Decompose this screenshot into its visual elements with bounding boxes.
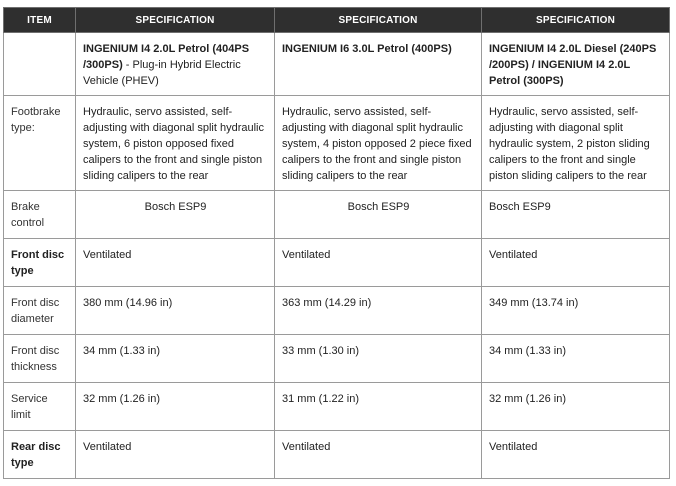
header-spec-1: SPECIFICATION — [76, 8, 275, 33]
model-cell-1 — [76, 33, 275, 96]
row-value-1: Ventilated — [76, 239, 275, 287]
model-cell-3: INGENIUM I4 2.0L Diesel (240PS /200PS) / INGENIUM I4 2.0L Petrol (300PS) — [482, 33, 670, 96]
brake-specification-table — [3, 7, 670, 479]
row-value-2: 363 mm (14.29 in) — [275, 287, 482, 335]
table-row-rear-disc-type — [4, 431, 670, 479]
row-label: Front disc thickness — [4, 335, 76, 383]
table-row-front-disc-thickness — [4, 335, 670, 383]
row-value-2: 31 mm (1.22 in) — [275, 383, 482, 431]
row-label: Front disc type — [4, 239, 76, 287]
row-value-3: 34 mm (1.33 in) — [482, 335, 670, 383]
table-row-brake-control — [4, 191, 670, 239]
row-label: Rear disc type — [4, 431, 76, 479]
row-value-3: Ventilated — [482, 239, 670, 287]
row-value-1: 34 mm (1.33 in) — [76, 335, 275, 383]
row-label: Brake control — [4, 191, 76, 239]
row-value-3: Ventilated — [482, 431, 670, 479]
row-value-1: Bosch ESP9 — [76, 191, 275, 239]
table-row-footbrake — [4, 96, 670, 191]
model-label-empty — [4, 33, 76, 96]
row-value-1: 380 mm (14.96 in) — [76, 287, 275, 335]
header-item: ITEM — [4, 8, 76, 33]
model-1-name: INGENIUM I4 2.0L Petrol (404PS /300PS) — [83, 43, 250, 71]
row-value-2: Hydraulic, servo assisted, self-adjusting with diagonal split hydraulic system, 4 piston opposed 2 piece fixed calipers to the front and single piston sliding calipers to the rear — [275, 96, 482, 191]
header-row — [4, 8, 670, 33]
table-row-front-disc-type — [4, 239, 670, 287]
header-spec-3: SPECIFICATION — [482, 8, 670, 33]
row-label: Front disc diameter — [4, 287, 76, 335]
row-value-3: Bosch ESP9 — [482, 191, 670, 239]
row-value-1: Hydraulic, servo assisted, self-adjusting with diagonal split hydraulic system, 6 piston opposed fixed calipers to the front and single piston sliding calipers to the rear — [76, 96, 275, 191]
row-value-2: Bosch ESP9 — [275, 191, 482, 239]
row-value-2: Ventilated — [275, 431, 482, 479]
model-row — [4, 33, 670, 96]
row-value-2: 33 mm (1.30 in) — [275, 335, 482, 383]
table-row-service-limit — [4, 383, 670, 431]
table-row-front-disc-diameter — [4, 287, 670, 335]
row-label: Footbrake type: — [4, 96, 76, 191]
model-1-suffix: - Plug-in Hybrid Electric Vehicle (PHEV) — [83, 59, 241, 87]
row-label: Service limit — [4, 383, 76, 431]
header-spec-2: SPECIFICATION — [275, 8, 482, 33]
row-value-1: 32 mm (1.26 in) — [76, 383, 275, 431]
row-value-3: 349 mm (13.74 in) — [482, 287, 670, 335]
row-value-2: Ventilated — [275, 239, 482, 287]
row-value-3: Hydraulic, servo assisted, self-adjusting with diagonal split hydraulic system, 2 piston sliding calipers to the front and single piston sliding calipers to the rear — [482, 96, 670, 191]
row-value-1: Ventilated — [76, 431, 275, 479]
model-cell-2: INGENIUM I6 3.0L Petrol (400PS) — [275, 33, 482, 96]
row-value-3: 32 mm (1.26 in) — [482, 383, 670, 431]
